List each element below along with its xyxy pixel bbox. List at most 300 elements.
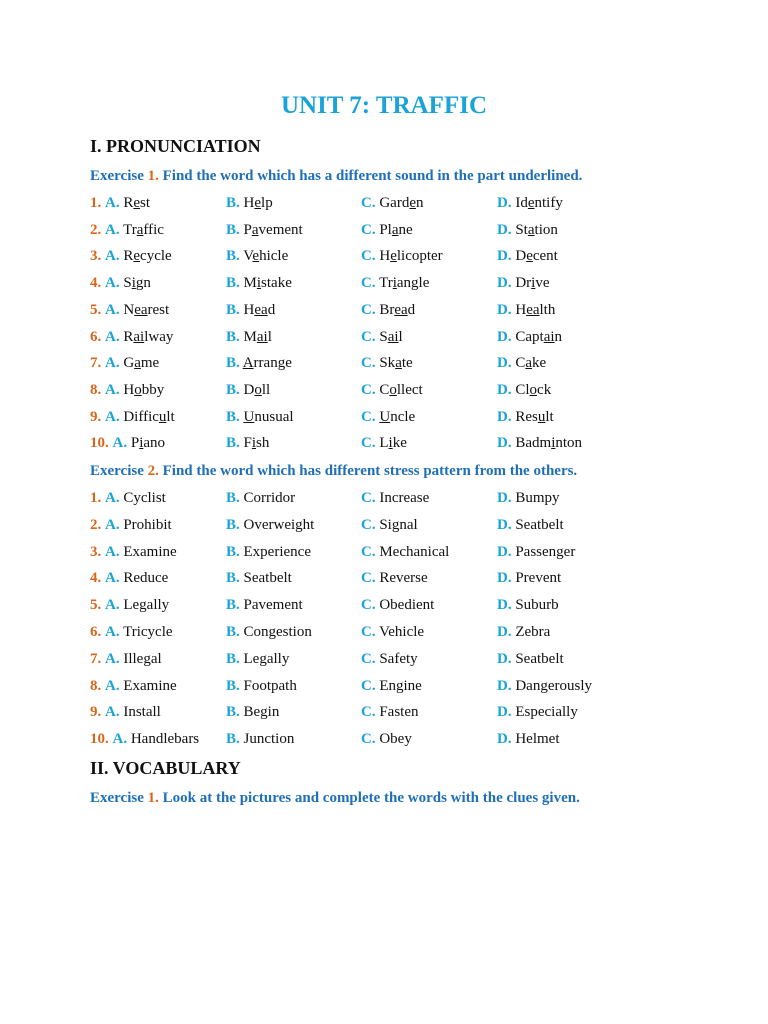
option-letter: D.	[497, 731, 512, 748]
option-letter: C.	[361, 677, 376, 694]
option-d	[497, 490, 560, 507]
word-part: H	[379, 248, 391, 265]
underlined-part: a	[391, 221, 399, 238]
exercise-label: Exercise	[90, 463, 148, 479]
option-letter: B.	[226, 490, 240, 506]
word-part: lway	[144, 328, 174, 345]
word-part: Tr	[123, 221, 137, 238]
option-letter: B.	[226, 543, 240, 560]
option-a	[90, 329, 173, 346]
option-word	[244, 382, 271, 398]
option-b	[226, 731, 294, 748]
underlined-part: ea	[394, 301, 408, 318]
word-part: D	[243, 381, 255, 398]
option-c	[361, 490, 429, 507]
option-word	[244, 409, 294, 425]
option-letter: A.	[105, 355, 120, 372]
word-part: tion	[534, 221, 558, 238]
option-a	[90, 490, 166, 507]
option-letter: D.	[497, 543, 512, 560]
word-part: P	[243, 221, 252, 238]
option-letter: A.	[105, 570, 120, 587]
underlined-part: e	[254, 195, 262, 211]
word-part: V	[243, 248, 253, 265]
option-a	[90, 570, 168, 587]
option-word: Junction	[243, 731, 295, 748]
section-heading-vocabulary: II. VOCABULARY	[90, 758, 241, 778]
word-part: R	[123, 195, 134, 211]
option-c	[361, 597, 434, 614]
option-word: Signal	[379, 516, 418, 533]
word-part: st	[140, 195, 151, 211]
option-b	[226, 651, 289, 668]
exercise-label: Exercise	[90, 168, 148, 184]
word-part: Capt	[515, 328, 544, 345]
underlined-part: o	[389, 381, 397, 398]
option-word: Seatbelt	[515, 650, 564, 667]
option-letter: C.	[361, 435, 376, 452]
word-part: Sk	[379, 355, 396, 372]
option-b	[226, 248, 288, 265]
option-b	[226, 329, 272, 346]
word-part: G	[123, 355, 135, 372]
underlined-part: i	[139, 435, 144, 452]
question-number: 9.	[90, 704, 102, 721]
option-word: Handlebars	[130, 731, 200, 748]
option-letter: B.	[226, 731, 240, 748]
word-part: ncle	[390, 408, 416, 425]
option-letter: B.	[226, 328, 240, 345]
option-letter: A.	[105, 624, 120, 640]
word-part: d	[407, 301, 416, 318]
option-letter: A.	[105, 275, 120, 292]
word-part: R	[123, 248, 134, 265]
option-letter: D.	[497, 195, 512, 211]
option-d	[497, 570, 561, 587]
word-part: lth	[539, 301, 556, 318]
option-c	[361, 570, 428, 587]
word-part: Dr	[515, 275, 532, 292]
option-letter: B.	[226, 195, 240, 211]
option-letter: C.	[361, 328, 376, 345]
option-letter: D.	[497, 516, 512, 533]
exercise-text: Look at the pictures and complete the words with the clues given.	[158, 790, 580, 806]
option-word: Legally	[243, 650, 290, 667]
option-letter: B.	[226, 221, 240, 238]
option-letter: C.	[361, 275, 376, 292]
option-c	[361, 248, 443, 265]
option-letter: A.	[105, 543, 120, 560]
word-part: ano	[143, 435, 166, 452]
word-part: Br	[379, 301, 395, 318]
option-b	[226, 382, 270, 399]
question-number: 2.	[90, 221, 102, 238]
word-part: ntify	[534, 195, 563, 211]
option-letter: D.	[497, 677, 512, 694]
word-part: angle	[396, 275, 430, 292]
underlined-part: ai	[256, 328, 268, 345]
option-word	[244, 222, 303, 238]
option-word: Install	[123, 704, 161, 721]
option-word: Legally	[123, 597, 170, 614]
option-a	[90, 517, 172, 534]
word-part: Res	[515, 408, 538, 425]
option-b	[226, 275, 292, 292]
word-part: S	[379, 328, 388, 345]
option-word: Zebra	[515, 624, 551, 640]
option-word	[243, 248, 288, 264]
option-c	[361, 275, 429, 292]
word-part: ke	[532, 355, 547, 372]
word-part: cycle	[140, 248, 172, 265]
option-word	[379, 302, 415, 318]
word-part: ll	[261, 381, 271, 398]
word-part: N	[123, 301, 135, 318]
option-c	[361, 704, 419, 721]
option-word	[379, 275, 429, 291]
underlined-part: o	[254, 381, 262, 398]
word-part: rrange	[253, 355, 292, 372]
question-number: 7.	[90, 355, 102, 372]
option-letter: B.	[226, 248, 240, 265]
option-c	[361, 302, 415, 319]
option-word	[244, 435, 270, 451]
underlined-part: i	[251, 435, 257, 452]
option-word: Corridor	[243, 490, 296, 506]
word-part: n	[554, 328, 563, 345]
option-letter: C.	[361, 624, 376, 640]
option-a	[90, 222, 164, 239]
option-word	[123, 248, 171, 264]
underlined-part: o	[529, 381, 538, 398]
option-word: Bumpy	[515, 490, 560, 506]
option-word: Seatbelt	[243, 570, 292, 587]
option-a	[90, 704, 161, 721]
option-word: Prohibit	[123, 516, 172, 533]
option-b	[226, 570, 292, 587]
option-c	[361, 329, 403, 346]
option-b	[226, 678, 297, 695]
underlined-part: i	[256, 275, 262, 292]
word-part: S	[123, 275, 132, 292]
option-b	[226, 704, 279, 721]
option-word	[123, 275, 151, 291]
question-number: 10.	[90, 731, 109, 748]
option-letter: B.	[226, 408, 240, 425]
option-word	[379, 222, 412, 238]
word-part: l	[398, 328, 403, 345]
option-letter: C.	[361, 248, 376, 265]
option-letter: D.	[497, 704, 512, 721]
option-letter: B.	[226, 650, 240, 667]
option-letter: A.	[105, 408, 120, 425]
option-b	[226, 222, 303, 239]
option-word	[123, 355, 159, 371]
option-letter: B.	[226, 301, 240, 318]
option-letter: B.	[226, 597, 240, 614]
underlined-part: a	[136, 221, 144, 238]
word-part: D	[515, 248, 527, 265]
page-title: UNIT 7: TRAFFIC	[280, 92, 488, 119]
option-b	[226, 355, 292, 372]
underlined-part: e	[526, 248, 533, 265]
option-a	[90, 435, 165, 452]
exercise-number: 1.	[147, 168, 159, 184]
exercise-2-instruction	[90, 463, 577, 480]
option-letter: A.	[105, 248, 120, 265]
option-word: Dangerously	[515, 677, 592, 694]
word-part: ffic	[143, 221, 164, 238]
option-c	[361, 195, 424, 212]
option-d	[497, 222, 558, 239]
option-word	[515, 195, 563, 211]
option-letter: B.	[226, 704, 240, 721]
word-part: lp	[261, 195, 273, 211]
question-number: 5.	[90, 597, 102, 614]
exercise-text: Find the word which has different stress pattern from the others.	[158, 463, 578, 479]
word-part: cent	[532, 248, 558, 265]
option-letter: A.	[105, 328, 120, 345]
option-word	[515, 329, 562, 345]
option-letter: D.	[497, 624, 512, 640]
word-part: gn	[135, 275, 151, 292]
underlined-part: e	[527, 195, 535, 211]
option-letter: D.	[497, 597, 512, 614]
word-part: nusual	[254, 408, 294, 425]
option-word: Footpath	[243, 677, 297, 694]
word-part: licopter	[396, 248, 443, 265]
word-part: P	[130, 435, 140, 452]
word-part: vement	[258, 221, 303, 238]
word-part: me	[140, 355, 160, 372]
option-letter: C.	[361, 195, 376, 211]
option-letter: A.	[112, 731, 128, 748]
question-number: 2.	[90, 516, 102, 533]
word-part: Id	[515, 195, 528, 211]
option-a	[90, 248, 172, 265]
word-part: Tr	[379, 275, 393, 292]
option-c	[361, 651, 418, 668]
exercise-label: Exercise	[90, 790, 148, 806]
underlined-part: e	[409, 195, 417, 211]
option-d	[497, 624, 550, 641]
option-letter: C.	[361, 408, 376, 425]
option-word: Seatbelt	[515, 516, 564, 533]
option-d	[497, 248, 558, 265]
question-number: 8.	[90, 381, 102, 398]
question-number: 9.	[90, 408, 102, 425]
option-letter: C.	[361, 355, 376, 372]
question-number: 3.	[90, 543, 102, 560]
underlined-part: ea	[254, 301, 268, 318]
word-part: lt	[545, 408, 554, 425]
option-letter: D.	[497, 275, 512, 292]
option-letter: B.	[226, 516, 240, 533]
word-part: lt	[166, 408, 175, 425]
underlined-part: A	[242, 355, 254, 372]
exercise-1-instruction	[90, 168, 582, 185]
option-letter: B.	[226, 435, 240, 452]
option-d	[497, 517, 564, 534]
word-part: sh	[256, 435, 270, 452]
word-part: l	[267, 328, 272, 345]
option-a	[90, 355, 159, 372]
underlined-part: e	[133, 195, 141, 211]
question-number: 6.	[90, 624, 102, 640]
option-word: Increase	[379, 490, 430, 506]
word-part: Diffic	[123, 408, 159, 425]
option-letter: C.	[361, 543, 376, 560]
option-c	[361, 382, 423, 399]
word-part: C	[379, 381, 390, 398]
option-letter: B.	[226, 677, 240, 694]
option-word: Tricycle	[123, 624, 173, 640]
word-part: hicle	[259, 248, 289, 265]
underlined-part: ea	[134, 301, 148, 318]
option-b	[226, 490, 295, 507]
underlined-part: a	[527, 221, 535, 238]
option-d	[497, 302, 555, 319]
option-word	[379, 435, 407, 451]
underlined-part: a	[251, 221, 259, 238]
option-word: Cyclist	[123, 490, 166, 506]
question-number: 1.	[90, 490, 102, 506]
option-letter: D.	[497, 301, 512, 318]
option-word	[123, 195, 150, 211]
option-word	[515, 355, 546, 371]
option-word	[379, 195, 423, 211]
option-letter: B.	[226, 355, 240, 372]
underlined-part: u	[537, 408, 546, 425]
vocabulary-exercise-1-instruction	[90, 790, 580, 807]
option-word	[515, 382, 551, 398]
option-a	[90, 597, 169, 614]
option-word: Reverse	[379, 570, 428, 587]
option-letter: D.	[497, 408, 512, 425]
option-letter: C.	[361, 597, 376, 614]
word-part: Badm	[515, 435, 552, 452]
option-b	[226, 544, 311, 561]
option-word: Congestion	[243, 624, 312, 640]
word-part: ve	[535, 275, 550, 292]
option-word	[244, 275, 292, 291]
option-letter: A.	[105, 381, 120, 398]
word-part: d	[267, 301, 276, 318]
option-letter: B.	[226, 275, 240, 292]
option-letter: D.	[497, 328, 512, 345]
question-number: 4.	[90, 275, 102, 292]
option-word	[515, 435, 582, 451]
underlined-part: ai	[133, 328, 145, 345]
section-heading-pronunciation: I. PRONUNCIATION	[90, 136, 261, 156]
option-c	[361, 544, 449, 561]
option-b	[226, 435, 269, 452]
option-d	[497, 704, 578, 721]
option-word	[123, 409, 174, 425]
option-letter: A.	[105, 650, 120, 667]
word-part: ke	[392, 435, 407, 452]
option-word: Prevent	[515, 570, 562, 587]
underlined-part: U	[243, 408, 255, 425]
question-number: 3.	[90, 248, 102, 265]
option-word: Mechanical	[379, 543, 450, 560]
underlined-part: a	[395, 355, 402, 372]
option-word	[131, 435, 165, 451]
underlined-part: i	[551, 435, 556, 452]
underlined-part: i	[131, 275, 136, 292]
underlined-part: e	[133, 248, 141, 265]
option-d	[497, 435, 582, 452]
option-d	[497, 651, 564, 668]
option-letter: A.	[112, 435, 128, 452]
option-c	[361, 222, 413, 239]
option-word: Especially	[515, 704, 578, 721]
option-word	[123, 302, 169, 318]
word-part: rest	[147, 301, 170, 318]
option-word	[379, 248, 442, 264]
question-number: 8.	[90, 677, 102, 694]
option-word	[379, 409, 415, 425]
option-word	[243, 355, 292, 371]
word-part: H	[515, 301, 527, 318]
option-word: Illegal	[123, 650, 162, 667]
word-part: ck	[537, 381, 552, 398]
option-letter: A.	[105, 195, 120, 211]
option-word: Examine	[123, 543, 177, 560]
word-part: stake	[261, 275, 292, 292]
option-c	[361, 435, 407, 452]
option-c	[361, 355, 413, 372]
option-letter: D.	[497, 355, 512, 372]
option-word	[244, 195, 273, 211]
underlined-part: i	[392, 275, 397, 292]
word-part: L	[379, 435, 389, 452]
option-word: Safety	[379, 650, 418, 667]
option-word: Obey	[379, 731, 412, 748]
option-word	[515, 275, 549, 291]
option-letter: A.	[105, 301, 120, 318]
option-word	[123, 222, 164, 238]
option-d	[497, 195, 563, 212]
option-word	[244, 329, 272, 345]
option-word	[515, 409, 553, 425]
underlined-part: ai	[543, 328, 555, 345]
question-number: 7.	[90, 650, 102, 667]
option-c	[361, 624, 424, 641]
option-a	[90, 731, 199, 748]
option-word	[123, 329, 173, 345]
option-b	[226, 517, 314, 534]
option-c	[361, 731, 412, 748]
word-part: C	[515, 355, 526, 372]
option-letter: D.	[497, 570, 512, 587]
underlined-part: a	[134, 355, 141, 372]
option-letter: D.	[497, 435, 512, 452]
word-part: Cl	[515, 381, 530, 398]
underlined-part: ai	[387, 328, 399, 345]
option-letter: D.	[497, 650, 512, 667]
option-letter: C.	[361, 381, 376, 398]
option-letter: D.	[497, 490, 512, 506]
option-letter: C.	[361, 221, 376, 238]
option-d	[497, 409, 554, 426]
question-number: 4.	[90, 570, 102, 587]
option-letter: C.	[361, 301, 376, 318]
word-part: H	[243, 195, 255, 211]
option-word: Obedient	[379, 597, 435, 614]
question-number: 1.	[90, 195, 102, 211]
option-word	[244, 302, 276, 318]
